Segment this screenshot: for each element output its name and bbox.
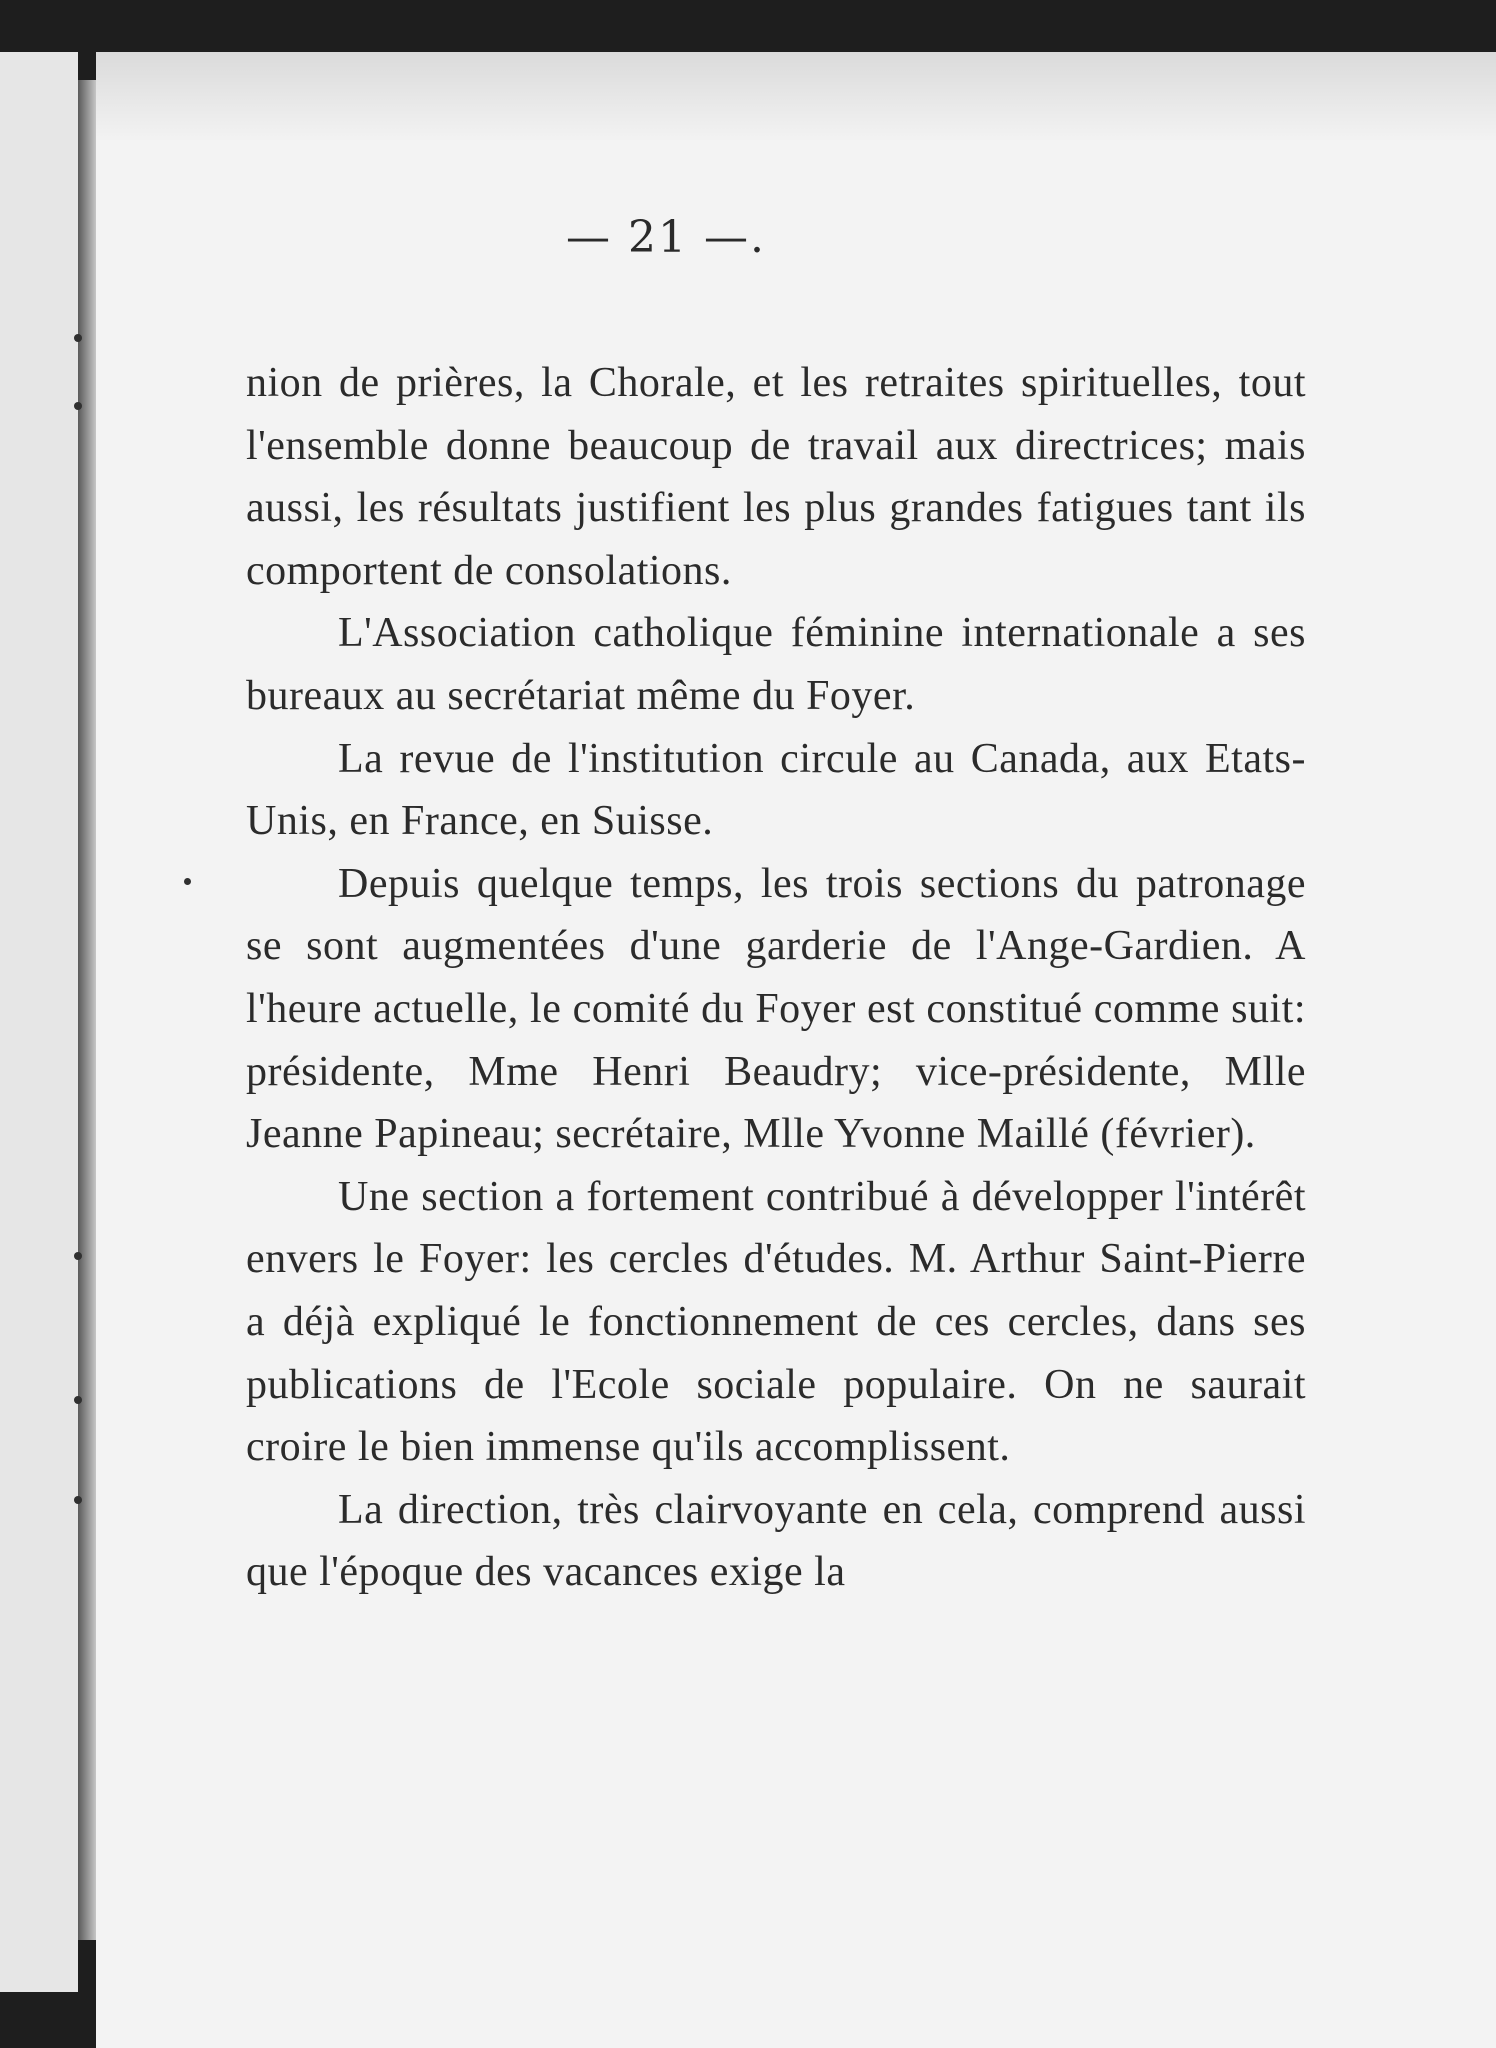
- facing-page-strip: [0, 52, 78, 1992]
- paragraph: L'Association catholique féminine internationale a ses bureaux au secrétariat même du Foyer.: [246, 610, 1306, 719]
- paragraph: Depuis quelque temps, les trois sections du patronage se sont augmentées d'une garderie de l'Ange-Gardien. A l'heure actuelle, le comité du Foyer est constitué comme suit: présidente, Mme Henri Beaudry; vice-présidente, Mlle Jeanne Papineau; secrétaire, Mlle Yvonne Maillé (février).: [246, 860, 1306, 1158]
- margin-mark: [184, 878, 191, 885]
- book-page: [96, 52, 1496, 2048]
- margin-mark: [74, 334, 82, 342]
- page-number: — 21 —.: [566, 212, 766, 263]
- margin-mark: [74, 1496, 82, 1504]
- paragraph: La direction, très clairvoyante en cela, comprend aussi que l'époque des vacances exige la: [246, 1486, 1306, 1596]
- binding-gutter: [78, 80, 98, 1940]
- margin-mark: [74, 1252, 82, 1260]
- body-text: [246, 352, 1306, 1604]
- margin-mark: [74, 1396, 82, 1404]
- paragraph: nion de prières, la Chorale, et les retraites spirituelles, tout l'ensemble donne beaucoup de travail aux directrices; mais aussi, les résultats justifient les plus grandes fatigues tant ils comportent de consolations.: [246, 360, 1306, 594]
- paragraph: Une section a fortement contribué à développer l'intérêt envers le Foyer: les cercles d'études. M. Arthur Saint-Pierre a déjà expliqué le fonctionnement de ces cercles, dans ses publications de l'Ecole sociale populaire. On ne saurait croire le bien immense qu'ils accomplissent.: [246, 1173, 1306, 1471]
- paragraph: La revue de l'institution circule au Canada, aux Etats-Unis, en France, en Suisse.: [246, 735, 1306, 845]
- margin-mark: [74, 402, 82, 410]
- page-shadow: [96, 52, 1496, 142]
